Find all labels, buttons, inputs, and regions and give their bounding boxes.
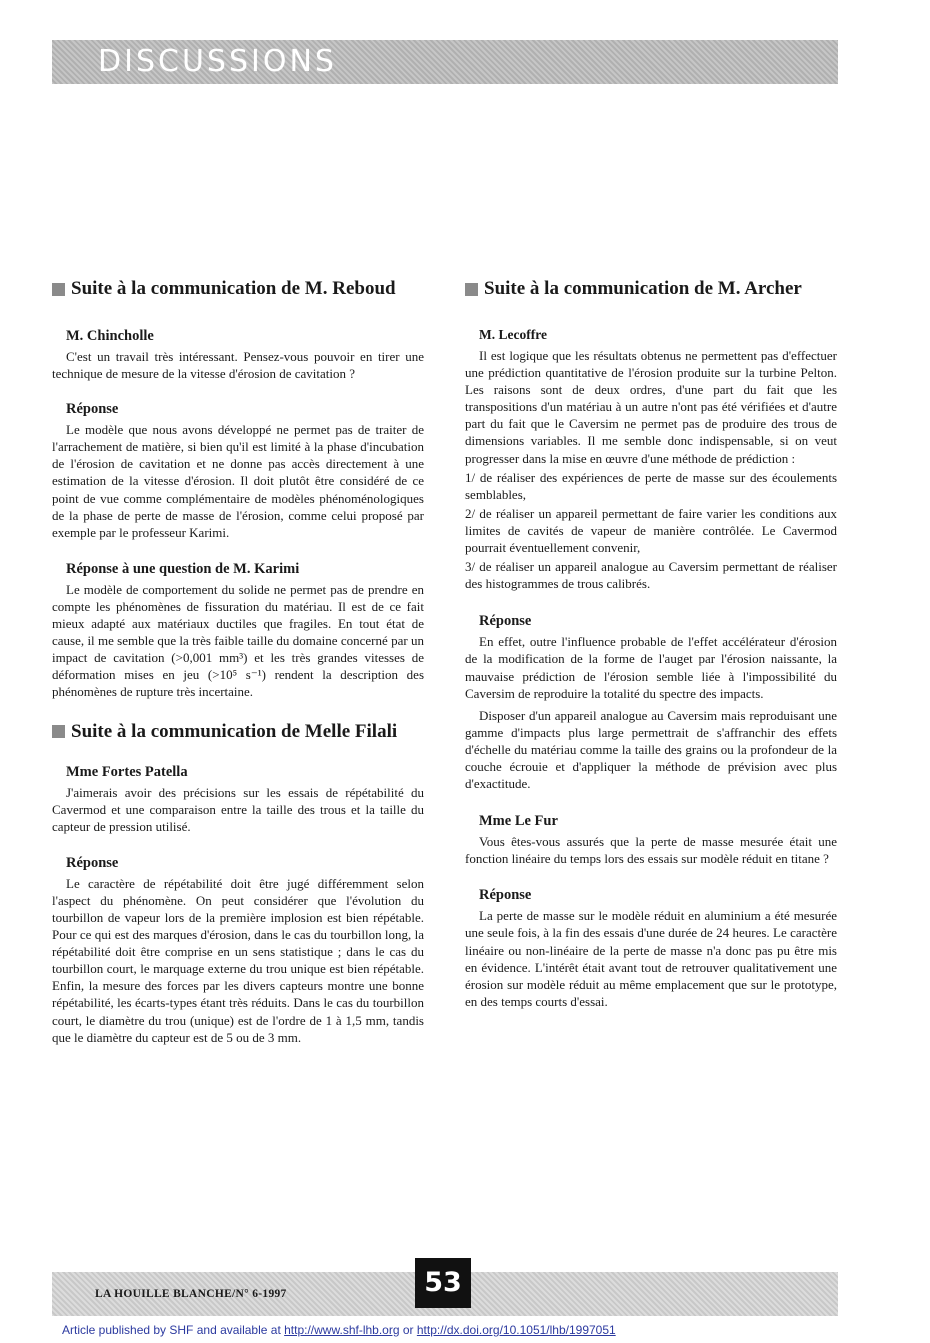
shf-link[interactable]: http://www.shf-lhb.org [284, 1323, 400, 1337]
answer-heading: Réponse [66, 854, 119, 871]
question-author: Mme Le Fur [479, 813, 558, 830]
answer-text-karimi: Le modèle de comportement du solide ne permet pas de prendre en compte les phénomènes de fissuration du matériau. Il est de ce fait mieux adapté aux matériaux ductiles que fragiles. En tout état de cause, il me semble que la très faible taille du domaine concerné par un impact de cavitation (>0,001 mm³) et les très grandes vitesses de déformation mises en jeu (>10⁵ s⁻¹) rendent la description des phénomènes de rupture très incertaine. [52, 581, 424, 700]
question-author: Mme Fortes Patella [66, 763, 188, 780]
right-column [465, 278, 837, 1010]
answer-heading-karimi: Réponse à une question de M. Karimi [66, 560, 300, 577]
answer-heading: Réponse [479, 887, 532, 904]
section-banner [52, 40, 838, 84]
journal-name: LA HOUILLE BLANCHE/N° 6-1997 [95, 1288, 287, 1300]
doi-link[interactable]: http://dx.doi.org/10.1051/lhb/1997051 [416, 1323, 616, 1337]
bullet-square-icon [465, 283, 478, 296]
publication-credit [62, 1323, 616, 1337]
question-text: J'aimerais avoir des précisions sur les essais de répétabilité du Cavermod et une comparaison entre la taille des trous et la taille du capteur de pression utilisé. [52, 784, 424, 834]
question-text: Vous êtes-vous assurés que la perte de masse mesurée était une fonction linéaire du temps lors des essais sur modèle réduit en titane ? [465, 834, 837, 867]
answer-text: Le modèle que nous avons développé ne permet pas de traiter de l'arrachement de matière, si bien qu'il est limité à la phase d'incubation de l'érosion de cavitation et ne donne pas accès directement à une estimation de la vitesse d'érosion. Il doit plutôt être considéré de ce point de vue comme complémentaire de modèles phénoménologiques de la phase de perte de masse de l'érosion, comme celui proposé par exemple par le professeur Karimi. [52, 422, 424, 540]
question-text: Il est logique que les résultats obtenus ne permettent pas d'effectuer une prédiction quantitative de l'érosion produite sur la turbine Pelton. Les raisons sont de deux ordres, d'une part du fait que les transpositions d'un matériau à un autre n'ont pas été vérifiées et d'autre part du fait que le Caversim ne permet pas de produire des trous de dimensions variables. Il me semble donc indispensable, si on veut progresser dans la mise en œuvre d'une méthode de prédiction : [465, 348, 837, 466]
page-footer [52, 1267, 838, 1316]
list-item: 1/ de réaliser des expériences de perte de masse sur des écoulements semblables, [465, 469, 837, 502]
answer-heading: Réponse [479, 613, 532, 630]
bullet-square-icon [52, 725, 65, 738]
page-number: 53 [415, 1258, 471, 1308]
list-item: 2/ de réaliser un appareil permettant de faire varier les conditions aux limites de cavités de vapeur de manière contrôlée. Le Cavermod pourrait éventuellement convenir, [465, 505, 837, 556]
section-heading-archer: Suite à la communication de M. Archer [465, 278, 837, 300]
credit-middle: or [399, 1323, 417, 1337]
question-text: C'est un travail très intéressant. Pensez-vous pouvoir en tirer une technique de mesure de la vitesse d'érosion de cavitation ? [52, 349, 424, 382]
answer-text: La perte de masse sur le modèle réduit en aluminium a été mesurée une seule fois, à la fin des essais d'une durée de 24 heures. Le caractère linéaire ou non-linéaire de la perte de masse n'a donc pas pu être mis en évidence. L'intérêt était avant tout de retrouver qualitativement une érosion sur modèle réduit au même emplacement que sur le prototype, en des temps courts d'essai. [465, 908, 837, 1009]
left-column [52, 278, 424, 1046]
credit-prefix: Article published by SHF and available at [62, 1323, 285, 1337]
section-heading-reboud: Suite à la communication de M. Reboud [52, 278, 424, 300]
answer-text: Disposer d'un appareil analogue au Caversim mais reproduisant une gamme d'impacts plus large permettrait de s'affranchir des effets d'échelle du matériau comme la taille des grains ou la profondeur de la couche écrouie et d'appliquer la méthode de prévision avec plus d'exactitude. [465, 707, 837, 792]
answer-text: En effet, outre l'influence probable de l'effet accélérateur d'érosion de la modification de la forme de l'auget par l'érosion naissante, la mauvaise prédiction de l'érosion semble liée à l'impossibilité du Caversim de reproduire la totalité du spectre des impacts. [465, 634, 837, 701]
question-author: M. Chincholle [66, 328, 154, 344]
banner-title: DISCUSSIONS [98, 44, 337, 79]
question-author: M. Lecoffre [479, 327, 547, 342]
answer-heading: Réponse [66, 401, 119, 418]
bullet-square-icon [52, 283, 65, 296]
answer-text: Le caractère de répétabilité doit être jugé différemment selon l'aspect du phénomène. On peut considérer que l'évolution du tourbillon de vapeur lors de la première implosion est bien répétable. Pour ce qui est des marques d'érosion, dans le cas du tourbillon long, la répétabilité doit être comprise en un sens statistique ; dans le cas du tourbillon court, le marquage externe du trou unique est bien répétable. Enfin, la mesure des forces par les divers capteurs montre une bonne répétabilité, les écarts-types étant très réduits. Dans le cas du tourbillon court, le diamètre du trou (unique) est de l'ordre de 1 à 1,5 mm, tandis que le diamètre du capteur est de 5 ou de 3 mm. [52, 875, 424, 1045]
section-heading-filali: Suite à la communication de Melle Filali [52, 721, 424, 743]
list-item: 3/ de réaliser un appareil analogue au Caversim permettant de réaliser des histogrammes de trous calibrés. [465, 559, 837, 592]
